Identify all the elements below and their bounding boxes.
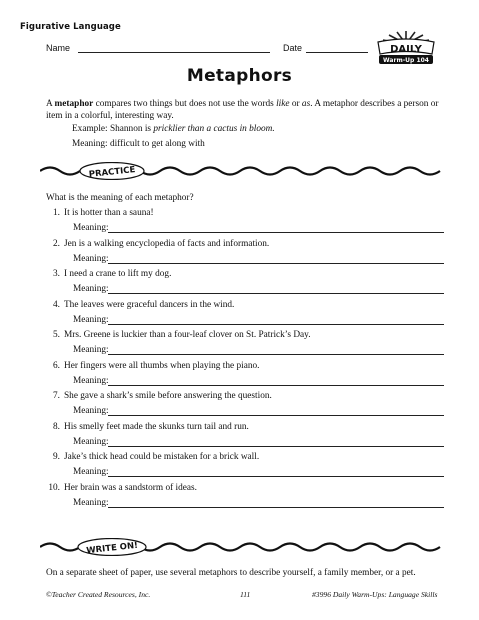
meaning-label: Meaning:: [73, 406, 109, 416]
footer-copyright: ©Teacher Created Resources, Inc.: [46, 590, 151, 599]
date-field[interactable]: [306, 52, 368, 53]
example-meaning: Meaning: difficult to get along with: [72, 139, 205, 149]
question-prompt: What is the meaning of each metaphor?: [46, 193, 194, 203]
meaning-answer-field[interactable]: [108, 232, 444, 233]
badge-title: DAILY: [390, 44, 422, 55]
meaning-answer-field[interactable]: [108, 263, 444, 264]
meaning-answer-field[interactable]: [108, 415, 444, 416]
meaning-label: Meaning:: [73, 345, 109, 355]
page-title: Metaphors: [186, 66, 293, 86]
meaning-answer-field[interactable]: [108, 385, 444, 386]
metaphor-sentence: It is hotter than a sauna!: [64, 208, 154, 218]
metaphor-sentence: Jen is a walking encyclopedia of facts and information.: [64, 238, 270, 249]
meaning-answer-field[interactable]: [108, 293, 444, 294]
date-label: Date: [283, 43, 303, 53]
footer-book-title: #3996 Daily Warm-Ups: Language Skills: [312, 590, 438, 599]
item-number: 7.: [53, 391, 60, 401]
item-number: 8.: [53, 421, 60, 432]
item-number: 5.: [53, 330, 60, 340]
write-on-divider: [40, 538, 445, 556]
meaning-answer-field[interactable]: [108, 446, 444, 447]
meaning-label: Meaning:: [73, 223, 109, 233]
meaning-label: Meaning:: [73, 314, 109, 325]
meaning-label: Meaning:: [73, 497, 109, 508]
meaning-label: Meaning:: [73, 375, 109, 386]
metaphor-sentence: I need a crane to lift my dog.: [64, 269, 172, 279]
item-number: 10.: [48, 482, 60, 493]
meaning-answer-field[interactable]: [108, 507, 444, 508]
example-line: Example: Shannon is pricklier than a cactus in bloom.: [72, 124, 275, 134]
daily-warmup-badge: [370, 30, 442, 70]
meaning-label: Meaning:: [73, 284, 109, 294]
meaning-label: Meaning:: [73, 253, 109, 264]
item-number: 4.: [53, 299, 60, 310]
write-on-label: WRITE ON!: [85, 540, 139, 556]
write-on-instructions: On a separate sheet of paper, use several metaphors to describe yourself, a family member, or a pet.: [46, 568, 416, 578]
meaning-answer-field[interactable]: [108, 476, 444, 477]
item-number: 2.: [53, 238, 60, 249]
intro-term: metaphor: [54, 99, 94, 109]
category-label: Figurative Language: [20, 22, 121, 32]
intro-paragraph: A metaphor compares two things but does not use the words like or as. A metaphor describes a person or item in a colorful, interesting way.: [46, 99, 439, 122]
metaphor-sentence: Her brain was a sandstorm of ideas.: [64, 482, 197, 493]
item-number: 6.: [53, 360, 60, 371]
footer-page-number: 111: [240, 590, 251, 599]
meaning-label: Meaning:: [73, 467, 109, 477]
metaphor-sentence: Mrs. Greene is luckier than a four-leaf clover on St. Patrick’s Day.: [64, 330, 311, 340]
meaning-answer-field[interactable]: [108, 354, 444, 355]
name-field[interactable]: [78, 52, 270, 53]
practice-label: PRACTICE: [88, 165, 136, 180]
item-number: 9.: [53, 452, 60, 462]
metaphor-sentence: Jake’s thick head could be mistaken for a brick wall.: [64, 452, 260, 462]
metaphor-sentence: The leaves were graceful dancers in the wind.: [64, 299, 235, 310]
item-number: 3.: [53, 269, 60, 279]
name-label: Name: [46, 43, 71, 53]
item-number: 1.: [53, 208, 60, 218]
metaphor-sentence: She gave a shark’s smile before answering the question.: [64, 391, 272, 401]
badge-subtitle: Warm-Up 104: [383, 57, 429, 64]
meaning-answer-field[interactable]: [108, 324, 444, 325]
metaphor-sentence: Her fingers were all thumbs when playing the piano.: [64, 360, 260, 371]
meaning-label: Meaning:: [73, 436, 109, 447]
practice-divider: [40, 162, 445, 180]
metaphor-sentence: His smelly feet made the skunks turn tail and run.: [64, 421, 249, 432]
